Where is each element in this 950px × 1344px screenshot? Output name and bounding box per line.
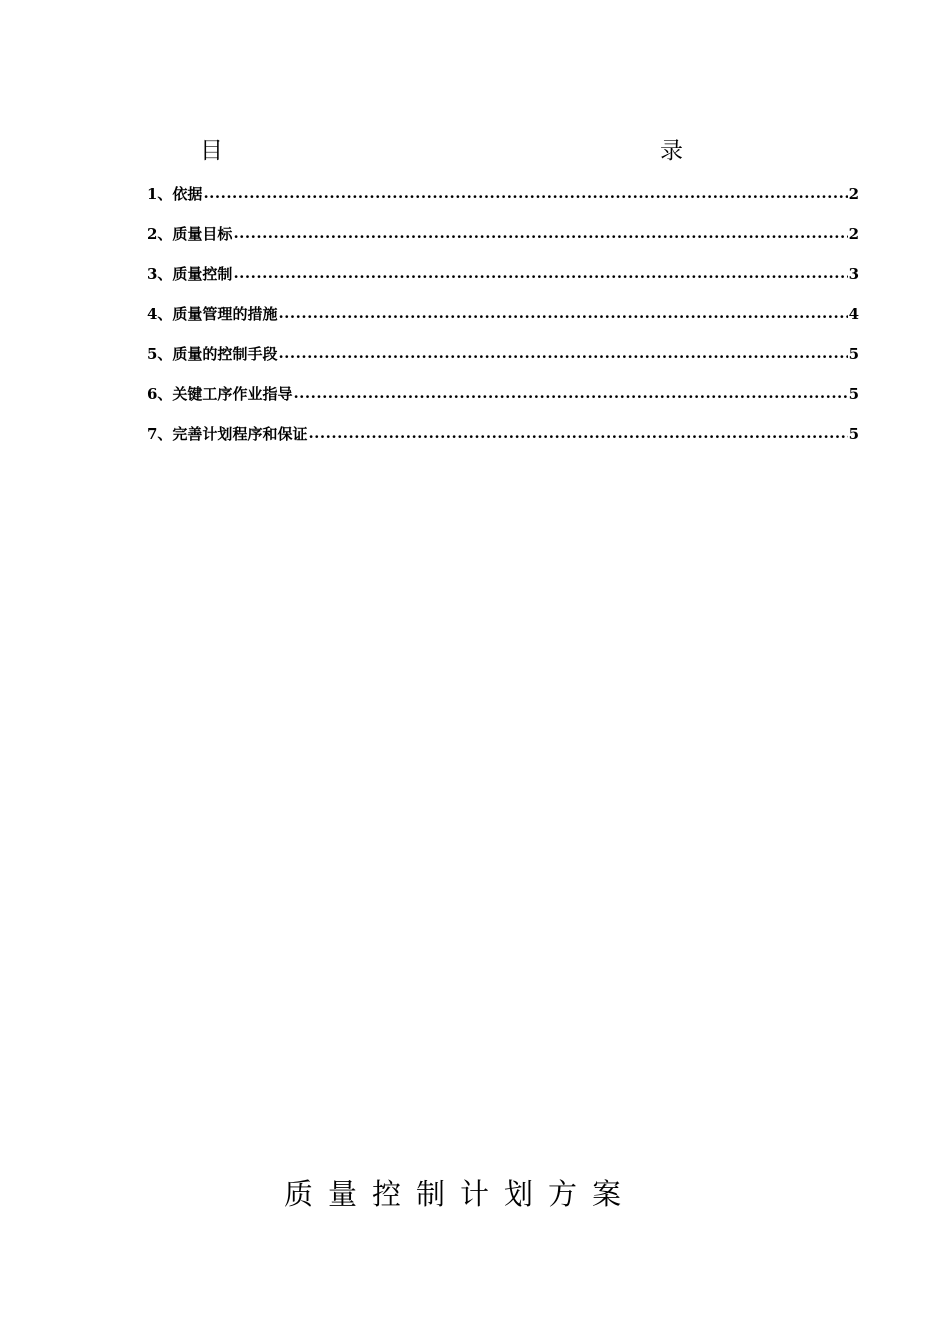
toc-dot-leader — [308, 419, 847, 447]
toc-entry-page: 5 — [848, 385, 859, 403]
toc-list — [147, 180, 859, 460]
toc-dot-leader — [278, 299, 847, 327]
toc-entry-label: 6、关键工序作业指导 — [147, 385, 293, 403]
toc-entry-label: 2、质量目标 — [147, 225, 233, 243]
toc-entry-4[interactable] — [147, 300, 859, 340]
toc-entry-label: 4、质量管理的措施 — [147, 305, 278, 323]
toc-dot-leader — [203, 179, 847, 207]
toc-entry-page: 4 — [848, 305, 859, 323]
toc-dot-leader — [293, 379, 847, 407]
document-title: 质量控制计划方案 — [283, 1177, 636, 1211]
toc-entry-page: 2 — [848, 185, 859, 203]
toc-dot-leader — [233, 219, 847, 247]
toc-entry-label: 5、质量的控制手段 — [147, 345, 278, 363]
toc-entry-page: 2 — [848, 225, 859, 243]
toc-entry-3[interactable] — [147, 260, 859, 300]
toc-entry-label: 7、完善计划程序和保证 — [147, 425, 308, 443]
toc-entry-page: 5 — [848, 425, 859, 443]
toc-entry-page: 3 — [848, 265, 859, 283]
toc-entry-7[interactable] — [147, 420, 859, 460]
toc-entry-page: 5 — [848, 345, 859, 363]
toc-entry-1[interactable] — [147, 180, 859, 220]
toc-entry-5[interactable] — [147, 340, 859, 380]
toc-entry-label: 1、依据 — [147, 185, 203, 203]
toc-entry-label: 3、质量控制 — [147, 265, 233, 283]
toc-entry-6[interactable] — [147, 380, 859, 420]
toc-dot-leader — [278, 339, 847, 367]
toc-title: 目 录 — [200, 138, 775, 164]
toc-dot-leader — [233, 259, 847, 287]
toc-entry-2[interactable] — [147, 220, 859, 260]
